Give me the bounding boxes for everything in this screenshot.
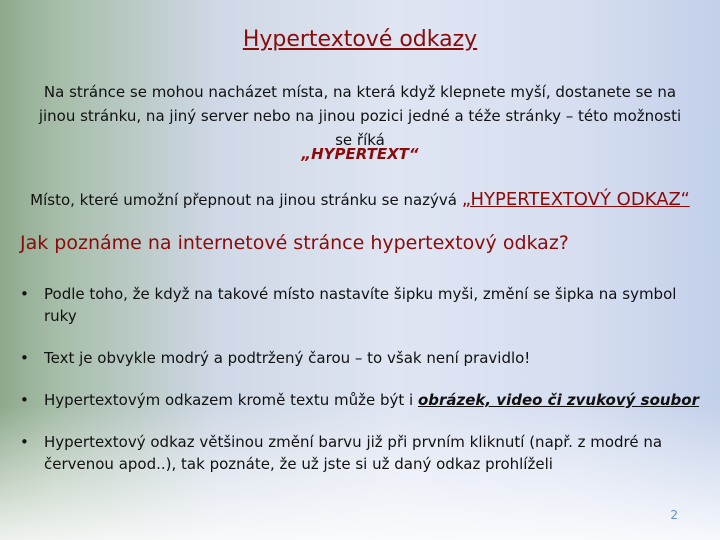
intro-paragraph: Na stránce se mohou nacházet místa, na která když klepnete myší, dostanete se na jinou stránku, na jiný server nebo na jinou pozici jedné a téže stránky – této možnosti se říká bbox=[38, 83, 682, 149]
bullet-text: Text je obvykle modrý a podtržený čarou – to však není pravidlo! bbox=[44, 349, 531, 367]
link-sentence bbox=[10, 189, 710, 210]
bullet-text: Hypertextovým odkazem kromě textu může být i bbox=[44, 391, 418, 409]
hyperlink-term: „HYPERTEXTOVÝ ODKAZ“ bbox=[461, 189, 690, 210]
bullet-item bbox=[20, 389, 700, 411]
bullet-item bbox=[20, 347, 700, 369]
bullet-text: Podle toho, že když na takové místo nastavíte šipku myši, změní se šipka na symbol ruky bbox=[44, 285, 677, 325]
page-number: 2 bbox=[670, 508, 678, 522]
bullet-item bbox=[20, 283, 700, 327]
link-sentence-text: Místo, které umožní přepnout na jinou stránku se nazývá bbox=[30, 191, 462, 209]
slide-title: Hypertextové odkazy bbox=[242, 27, 478, 52]
hypertext-term: „HYPERTEXT“ bbox=[301, 145, 419, 163]
bullet-item bbox=[20, 431, 700, 475]
bullet-list bbox=[20, 283, 700, 495]
media-link-text: obrázek, video či zvukový soubor bbox=[417, 391, 699, 409]
bullet-text: Hypertextový odkaz většinou změní barvu již při prvním kliknutí (např. z modré na červenou apod..), tak poznáte, že už jste si už daný odkaz prohlíželi bbox=[44, 433, 663, 473]
question-heading: Jak poznáme na internetové stránce hypertextový odkaz? bbox=[20, 232, 569, 254]
